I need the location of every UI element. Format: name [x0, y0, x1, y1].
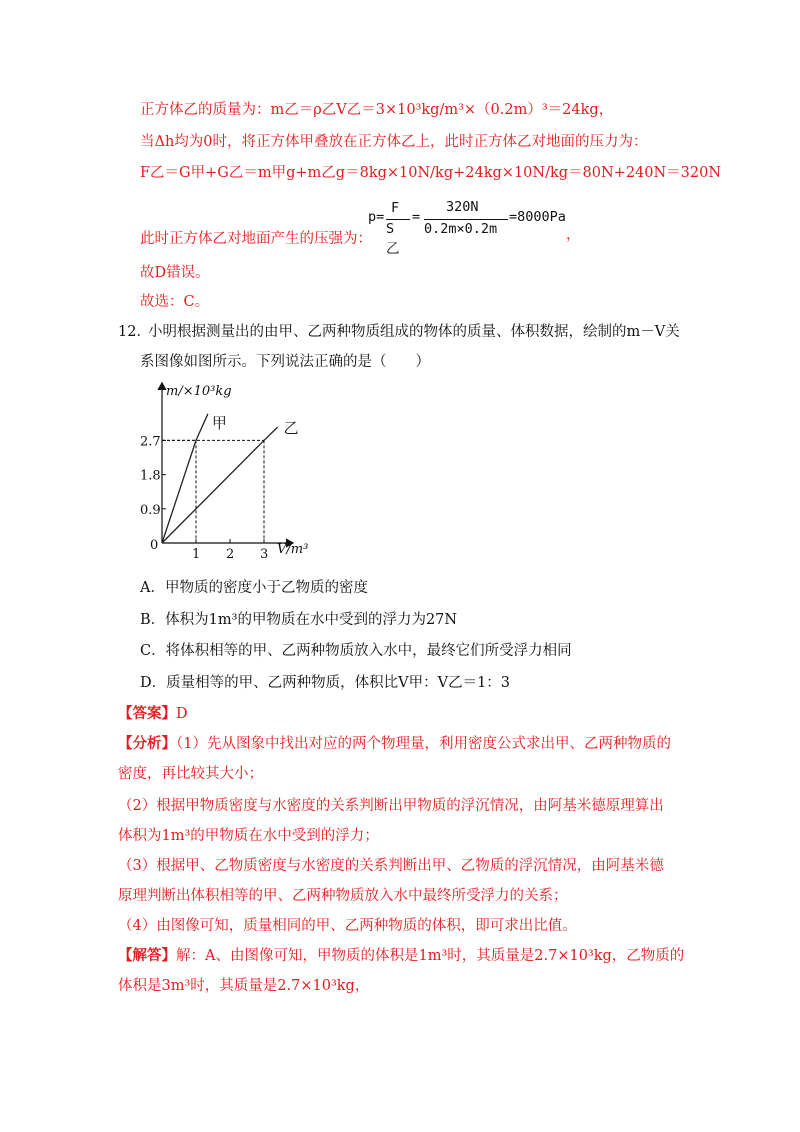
x-axis-label: V/m³	[277, 542, 309, 557]
solution-line1	[118, 946, 684, 966]
formula-equals: =	[412, 209, 421, 225]
question-text-line1: 小明根据测量出的由甲、乙两种物质组成的物体的质量、体积数据，绘制的m－V关	[148, 324, 680, 340]
formula-numerator: 320N	[446, 199, 479, 215]
option-b: B．体积为1m³的甲物质在水中受到的浮力为27N	[140, 612, 458, 628]
origin-label: 0	[150, 538, 159, 553]
x-tick-label-0: 1	[192, 547, 201, 562]
x-tick-label-2: 3	[260, 547, 269, 562]
series-line-1	[162, 427, 278, 543]
formula-result: =8000Pa	[509, 209, 566, 225]
analysis-p3b: 原理判断出体积相等的甲、乙两种物质放入水中最终所受浮力的关系；	[118, 888, 568, 904]
series-label-1: 乙	[283, 419, 299, 438]
formula-s-denominator: S乙	[386, 221, 400, 257]
solution-force-line: F乙＝G甲+G乙＝m甲g+m乙g＝8kg×10N/kg+24kg×10N/kg＝80N+240N＝320N	[140, 165, 722, 181]
x-tick-label-1: 2	[226, 547, 235, 562]
analysis-p3a: （3）根据甲、乙物质密度与水密度的关系判断出甲、乙物质的浮沉情况，由阿基米德	[118, 858, 664, 874]
question-text-line2: 系图像如图所示。下列说法正确的是（ ）	[140, 354, 430, 370]
solution-l1: 解：A、由图像可知，甲物质的体积是1m³时，其质量是2.7×10³kg，乙物质的	[176, 948, 685, 964]
formula-p-eq: p=	[368, 209, 385, 225]
solution-l2: 体积是3m³时，其质量是2.7×10³kg，	[118, 978, 370, 994]
y-tick-label-2: 2.7	[140, 434, 161, 450]
analysis-line1	[118, 734, 671, 754]
analysis-p2a: （2）根据甲物质密度与水密度的关系判断出甲物质的浮沉情况，由阿基米德原理算出	[118, 798, 664, 814]
y-axis-label: m/×10³kg	[166, 384, 232, 399]
answer-tag: 【答案】	[118, 705, 176, 722]
answer-value: D	[176, 706, 188, 722]
choose-line: 故选：C。	[140, 294, 210, 310]
y-tick-label-0: 0.9	[140, 502, 161, 518]
analysis-p2b: 体积为1m³的甲物质在水中受到的浮力；	[118, 828, 379, 844]
analysis-tag: 【分析】	[118, 735, 176, 752]
solution-tag: 【解答】	[118, 947, 176, 964]
series-line-0	[162, 414, 208, 543]
analysis-p4: （4）由图像可知，质量相同的甲、乙两种物质的体积，即可求出比值。	[118, 918, 577, 934]
fraction-bar	[386, 219, 410, 220]
option-c: C．将体积相等的甲、乙两种物质放入水中，最终它们所受浮力相同	[140, 643, 572, 659]
solution-pressure-intro: 此时正方体乙对地面产生的压强为：	[140, 231, 372, 247]
question-number: 12．	[118, 324, 151, 340]
solution-delta-line: 当Δh均为0时，将正方体甲叠放在正方体乙上，此时正方体乙对地面的压力为：	[140, 134, 648, 150]
y-tick-label-1: 1.8	[140, 468, 161, 484]
formula-f-numerator: F	[391, 200, 400, 216]
formula-comma: ，	[566, 227, 581, 243]
answer-line	[118, 704, 188, 724]
solution-mass-line: 正方体乙的质量为：m乙＝ρ乙V乙＝3×10³kg/m³×（0.2m）³＝24kg，	[140, 102, 614, 118]
formula-denominator: 0.2m×0.2m	[424, 221, 498, 237]
option-a: A．甲物质的密度小于乙物质的密度	[140, 580, 368, 596]
series-label-0: 甲	[211, 413, 227, 432]
d-wrong-line: 故D错误。	[140, 265, 210, 281]
fraction-bar	[424, 219, 508, 220]
option-d: D．质量相等的甲、乙两种物质，体积比V甲：V乙＝1：3	[140, 675, 511, 691]
analysis-p1b: 密度，再比较其大小；	[118, 766, 263, 782]
analysis-p1a: （1）先从图象中找出对应的两个物理量，利用密度公式求出甲、乙两种物质的	[176, 736, 671, 752]
m-v-chart	[140, 375, 380, 570]
